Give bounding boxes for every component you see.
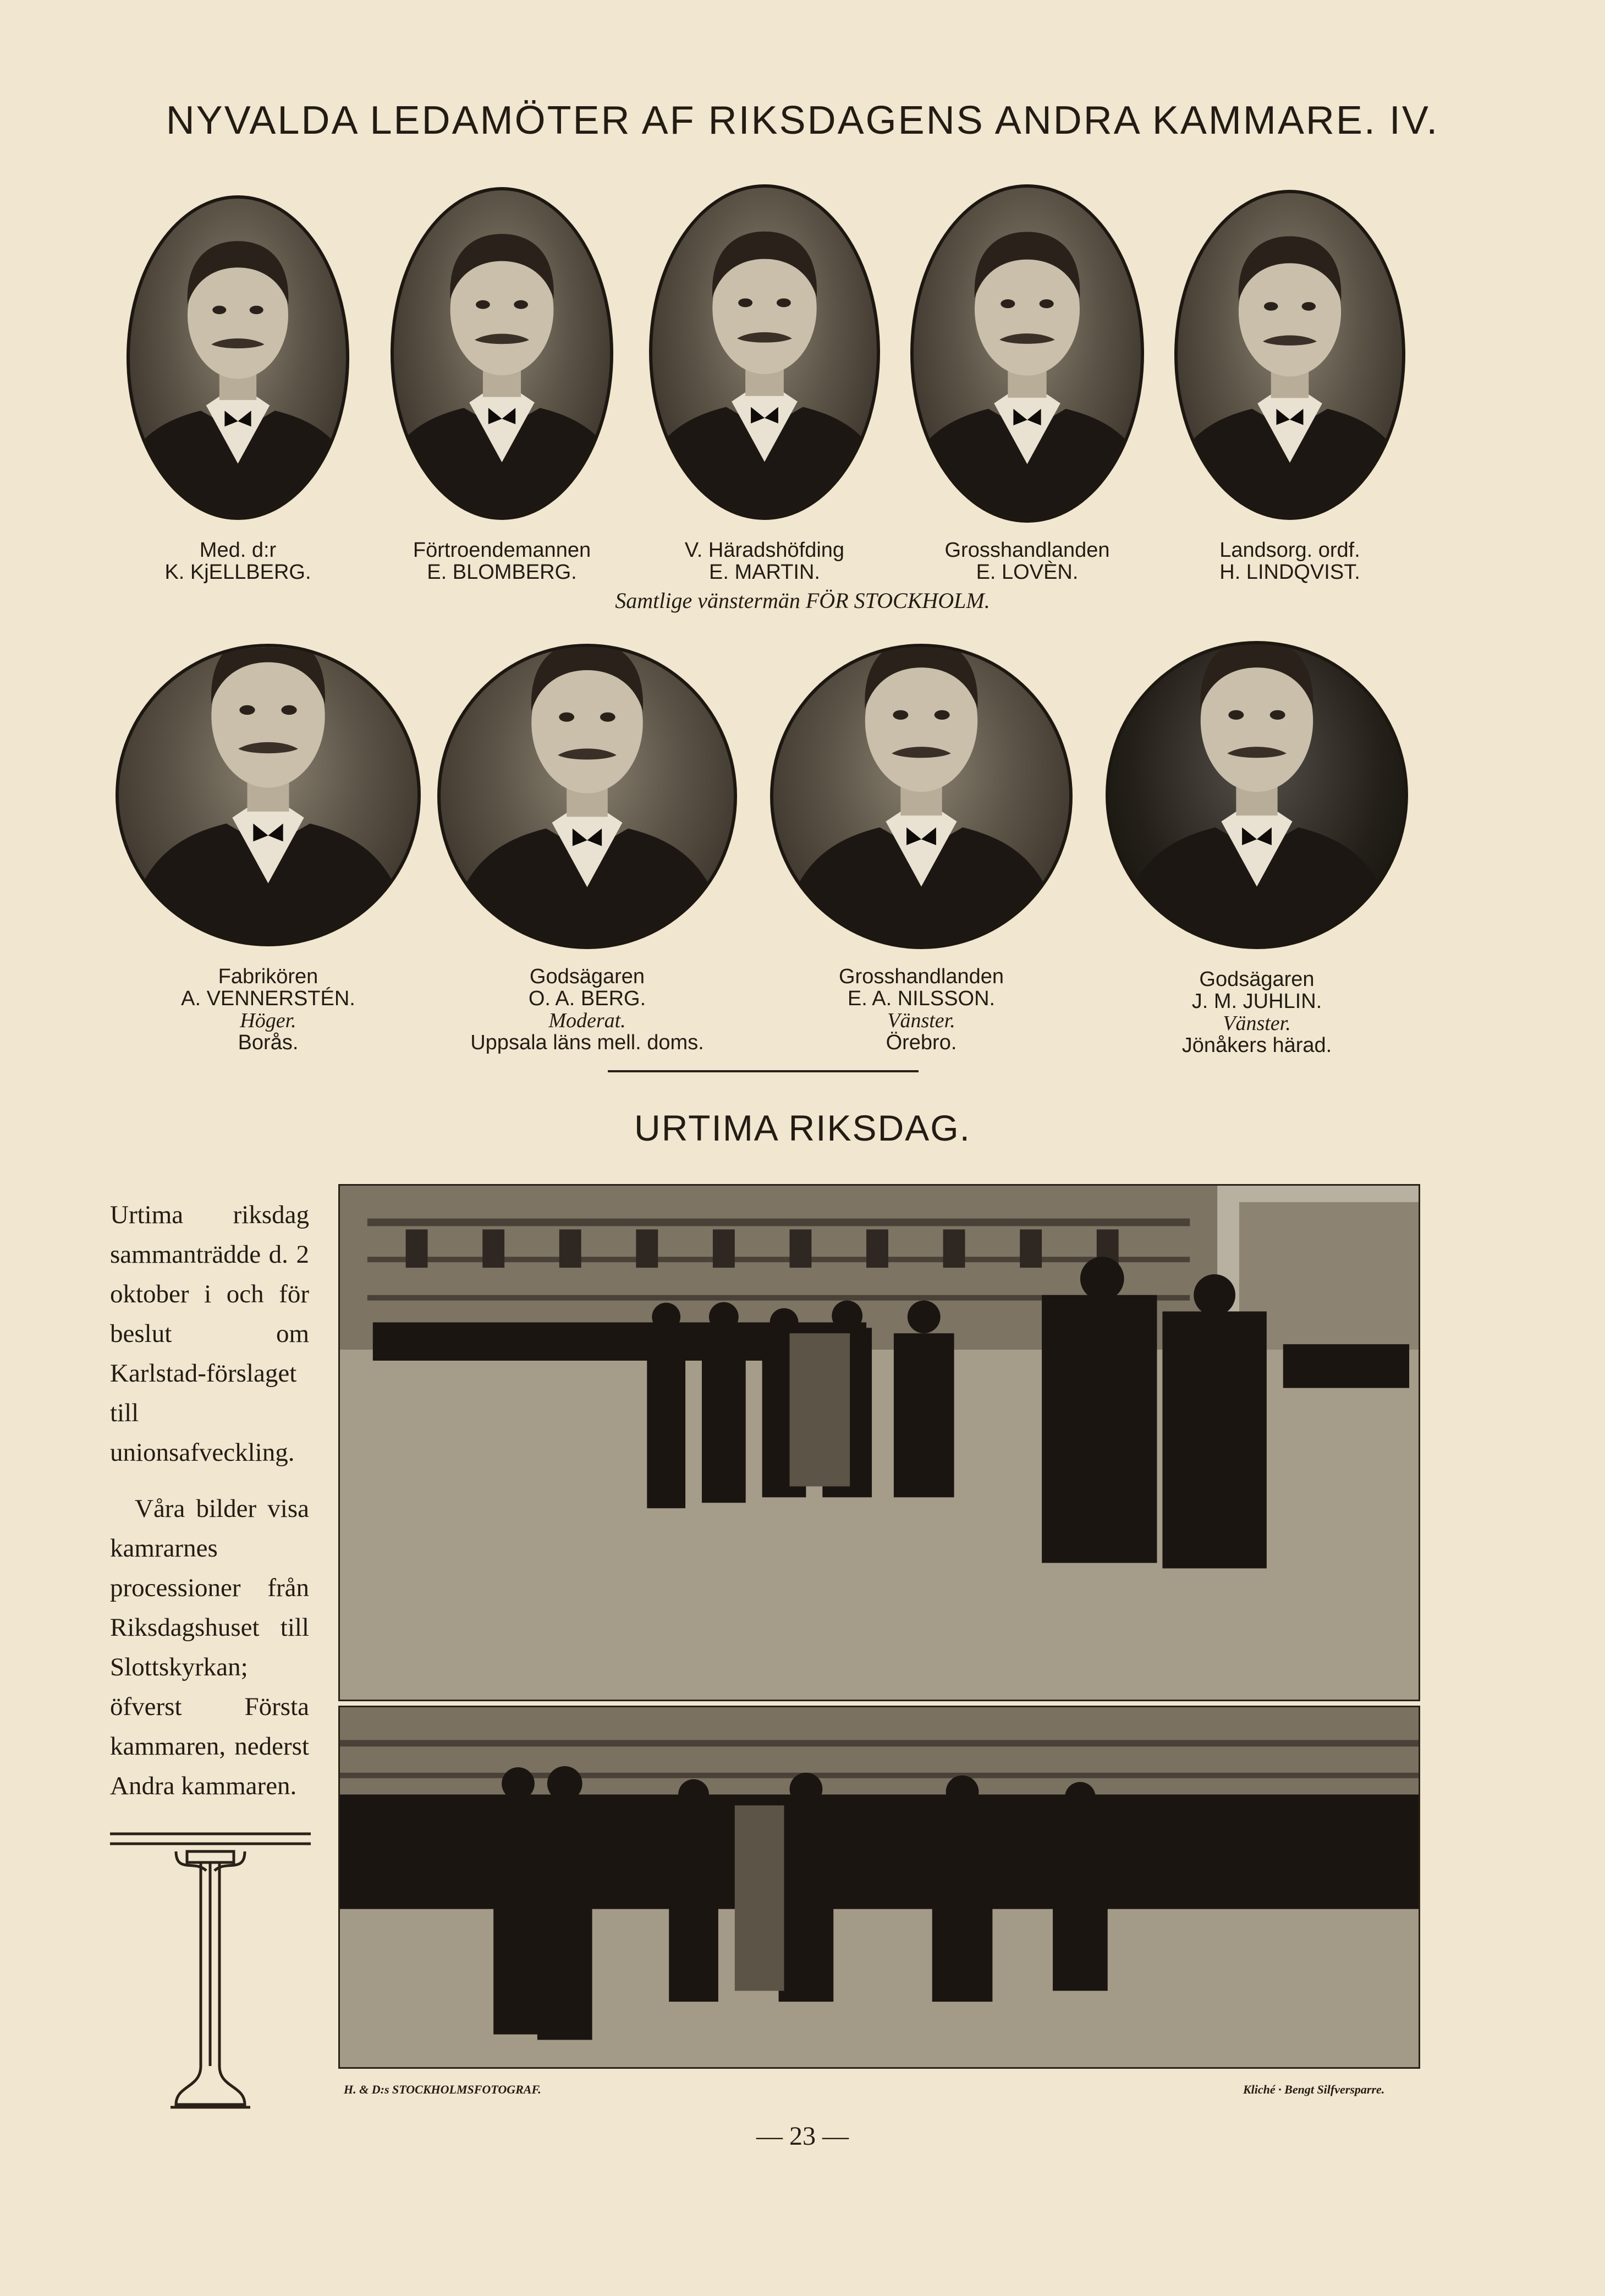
portrait-vennersten	[116, 644, 421, 946]
caption-district: Jönåkers härad.	[1181, 1034, 1332, 1057]
caption-title: Grosshandlanden	[839, 965, 1004, 988]
caption-nilsson	[770, 966, 1073, 1054]
caption-name: O. A. BERG.	[528, 987, 646, 1010]
procession-photo-second-chamber	[338, 1706, 1420, 2069]
portrait-loven	[910, 184, 1144, 523]
caption-party: Vänster.	[887, 1009, 955, 1032]
collective-caption: Samtlige vänstermän FÖR STOCKHOLM.	[615, 588, 990, 613]
caption-name: A. VENNERSTÉN.	[181, 987, 355, 1010]
caption-name: H. LINDQVIST.	[1219, 561, 1360, 584]
caption-district: Örebro.	[886, 1031, 957, 1054]
caption-name: E. BLOMBERG.	[427, 561, 577, 584]
section-title: URTIMA RIKSDAG.	[634, 1108, 971, 1148]
page-title: NYVALDA LEDAMÖTER AF RIKSDAGENS ANDRA KAMMARE. IV.	[166, 98, 1439, 143]
procession-photo-first-chamber	[338, 1184, 1420, 1701]
portrait-kjellberg	[127, 195, 349, 520]
page-number: — 23 —	[756, 2122, 849, 2151]
caption-title: Med. d:r	[199, 539, 277, 562]
caption-party: Vänster.	[1223, 1012, 1291, 1035]
portrait-berg	[437, 644, 737, 949]
caption-party: Moderat.	[548, 1009, 626, 1032]
caption-martin	[649, 539, 880, 583]
caption-title: Förtroendemannen	[413, 539, 591, 562]
divider-rule	[608, 1070, 919, 1072]
caption-title: Fabrikören	[218, 965, 318, 988]
caption-name: E. A. NILSSON.	[847, 987, 996, 1010]
caption-title: Godsägaren	[1199, 968, 1315, 991]
caption-title: V. Häradshöfding	[684, 539, 845, 562]
caption-loven	[910, 539, 1144, 583]
caption-kjellberg	[127, 539, 349, 583]
portrait-nilsson	[770, 644, 1073, 949]
caption-name: J. M. JUHLIN.	[1191, 990, 1322, 1013]
caption-berg	[437, 966, 737, 1054]
portrait-blomberg	[391, 187, 613, 520]
caption-vennersten	[116, 966, 421, 1054]
caption-name: E. LOVÈN.	[976, 561, 1079, 584]
caption-title: Grosshandlanden	[944, 539, 1110, 562]
photo-credit: H. & D:s STOCKHOLMSFOTOGRAF.	[344, 2083, 541, 2096]
caption-name: E. MARTIN.	[709, 561, 820, 584]
caption-lindqvist	[1174, 539, 1405, 583]
caption-title: Godsägaren	[529, 965, 645, 988]
caption-district: Uppsala läns mell. doms.	[470, 1031, 704, 1054]
column-ornament	[110, 1829, 311, 2110]
article-paragraph: Urtima riksdag sammanträdde d. 2 oktober i och för beslut om Karlstad-förslaget till unionsafveckling.	[110, 1201, 309, 1467]
article-text	[110, 1195, 309, 1822]
portrait-lindqvist	[1174, 190, 1405, 520]
caption-name: K. KjELLBERG.	[164, 561, 311, 584]
caption-district: Borås.	[238, 1031, 299, 1054]
caption-blomberg	[391, 539, 613, 583]
portrait-martin	[649, 184, 880, 520]
caption-party: Höger.	[240, 1009, 296, 1032]
caption-juhlin	[1106, 968, 1408, 1056]
engraver-credit: Kliché · Bengt Silfversparre.	[1243, 2083, 1385, 2096]
caption-title: Landsorg. ordf.	[1219, 539, 1360, 562]
portrait-juhlin	[1106, 641, 1408, 949]
article-paragraph: Våra bilder visa kamrarnes processioner från Riksdagshuset till Slottskyrkan; öfverst Första kammaren, nederst Andra kammaren.	[110, 1494, 309, 1800]
